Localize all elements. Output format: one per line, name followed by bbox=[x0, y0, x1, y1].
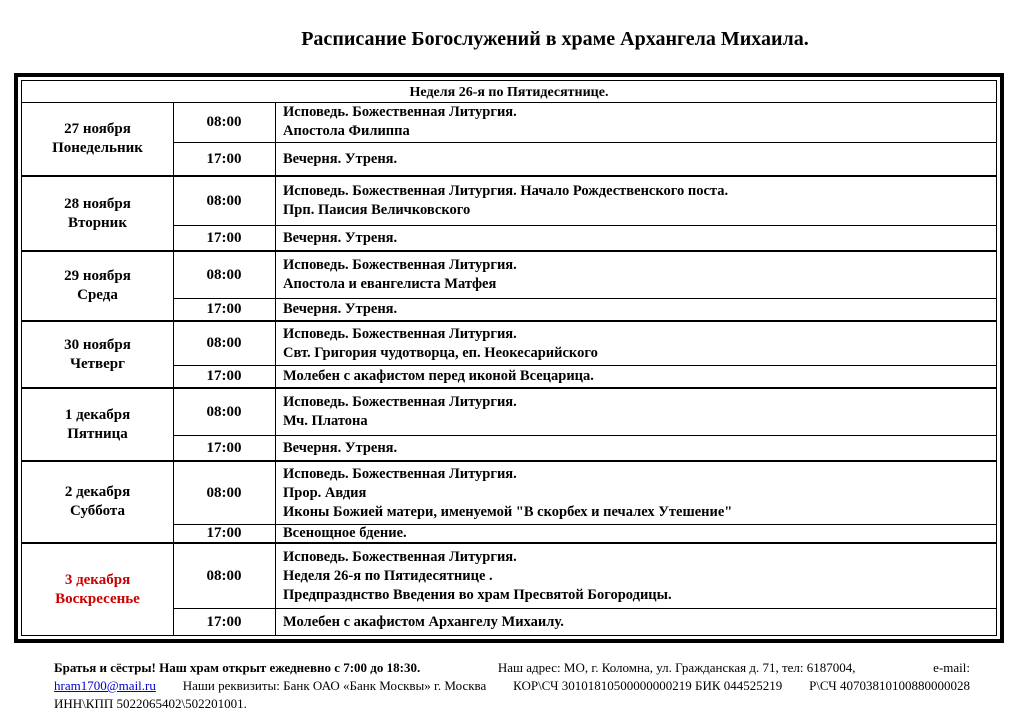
service-line: Апостола и евангелиста Матфея bbox=[283, 276, 497, 292]
service-slot bbox=[173, 177, 996, 225]
day-date: 3 декабря bbox=[64, 572, 131, 588]
service-description bbox=[283, 366, 992, 387]
schedule-table-inner bbox=[21, 80, 997, 636]
service-description bbox=[283, 544, 992, 608]
day-row bbox=[22, 102, 996, 175]
day-weekday: Суббота bbox=[70, 503, 125, 519]
email-label: e-mail: bbox=[933, 660, 970, 675]
service-description bbox=[283, 143, 992, 175]
service-time: 17:00 bbox=[173, 226, 276, 250]
address-text: Наш адрес: МО, г. Коломна, ул. Гражданская д. 71, тел: 6187004, bbox=[497, 660, 856, 675]
day-date: 27 ноября bbox=[64, 120, 131, 137]
day-row bbox=[22, 250, 996, 320]
service-slot bbox=[173, 225, 996, 250]
service-time: 08:00 bbox=[173, 252, 276, 298]
day-weekday: Понедельник bbox=[52, 139, 143, 156]
footer-line-2 bbox=[54, 677, 970, 695]
day-row bbox=[22, 460, 996, 542]
service-line: Исповедь. Божественная Литургия. bbox=[283, 325, 517, 342]
service-line: Предпразднство Введения во храм Пресвятой Богородицы. bbox=[283, 586, 672, 603]
kor-text: КОР\СЧ 30101810500000000219 БИК 044525219 bbox=[513, 678, 783, 693]
day-date: 30 ноября bbox=[64, 336, 131, 353]
day-date: 1 декабря bbox=[64, 406, 131, 423]
service-time: 17:00 bbox=[173, 436, 276, 460]
day-date: 29 ноября bbox=[64, 268, 131, 284]
service-slot bbox=[173, 298, 996, 320]
day-label bbox=[22, 322, 174, 387]
service-description bbox=[283, 252, 992, 298]
service-slot bbox=[173, 389, 996, 435]
service-slot bbox=[173, 102, 996, 142]
service-description bbox=[283, 389, 992, 435]
service-slot bbox=[173, 365, 996, 387]
day-weekday: Четверг bbox=[70, 355, 125, 372]
service-description bbox=[283, 609, 992, 636]
service-line: Исповедь. Божественная Литургия. Начало Рождественского поста. bbox=[283, 183, 729, 199]
service-time: 08:00 bbox=[173, 544, 276, 608]
rs-text: Р\СЧ 40703810100880000028 bbox=[809, 678, 970, 693]
service-slot bbox=[173, 435, 996, 460]
service-line: Неделя 26-я по Пятидесятнице . bbox=[283, 567, 493, 584]
day-weekday: Среда bbox=[77, 287, 118, 303]
requisites-text: Наши реквизиты: Банк ОАО «Банк Москвы» г. Москва bbox=[182, 678, 487, 693]
day-label bbox=[22, 177, 174, 250]
service-line: Молебен с акафистом перед иконой Всецарица. bbox=[283, 368, 594, 384]
service-slot bbox=[173, 524, 996, 542]
service-description bbox=[283, 226, 992, 250]
day-row bbox=[22, 542, 996, 636]
service-line: Вечерня. Утреня. bbox=[283, 150, 398, 167]
service-description bbox=[283, 299, 992, 320]
service-slot bbox=[173, 142, 996, 175]
day-row bbox=[22, 320, 996, 387]
service-line: Свт. Григория чудотворца, еп. Неокесарийского bbox=[283, 344, 598, 361]
service-time: 17:00 bbox=[173, 609, 276, 636]
footer bbox=[54, 659, 970, 713]
day-weekday: Пятница bbox=[67, 425, 128, 442]
footer-line-1 bbox=[54, 659, 970, 677]
day-weekday: Воскресенье bbox=[55, 591, 140, 607]
service-line: Исповедь. Божественная Литургия. bbox=[283, 104, 517, 120]
service-line: Мч. Платона bbox=[283, 413, 368, 429]
service-time: 08:00 bbox=[173, 322, 276, 365]
service-line: Молебен с акафистом Архангелу Михаилу. bbox=[283, 614, 564, 630]
footer-line-3 bbox=[54, 695, 970, 713]
service-slot bbox=[173, 322, 996, 365]
service-description bbox=[283, 102, 992, 142]
service-line: Иконы Божией матери, именуемой "В скорбех и печалех Утешение" bbox=[283, 503, 733, 520]
service-time: 08:00 bbox=[173, 462, 276, 524]
week-heading: Неделя 26-я по Пятидесятнице. bbox=[22, 81, 996, 103]
service-line: Прп. Паисия Величковского bbox=[283, 202, 471, 218]
service-slot bbox=[173, 608, 996, 636]
service-time: 17:00 bbox=[173, 143, 276, 175]
service-description bbox=[283, 436, 992, 460]
service-time: 08:00 bbox=[173, 389, 276, 435]
service-time: 17:00 bbox=[173, 366, 276, 387]
page-title: Расписание Богослужений в храме Архангела Михаила. bbox=[301, 28, 809, 50]
greeting-text: Братья и сёстры! Наш храм открыт ежедневно с 7:00 до 18:30. bbox=[54, 660, 421, 675]
inn-text: ИНН\КПП 5022065402\502201001. bbox=[54, 696, 247, 711]
service-line: Вечерня. Утреня. bbox=[283, 229, 398, 246]
email-link[interactable]: hram1700@mail.ru bbox=[54, 678, 156, 693]
service-line: Прор. Авдия bbox=[283, 484, 367, 501]
service-line: Вечерня. Утреня. bbox=[283, 301, 398, 317]
service-slot bbox=[173, 544, 996, 608]
day-label bbox=[22, 252, 174, 320]
day-weekday: Вторник bbox=[68, 214, 127, 231]
service-line: Исповедь. Божественная Литургия. bbox=[283, 394, 517, 410]
schedule-table bbox=[14, 73, 1004, 643]
service-slot bbox=[173, 252, 996, 298]
day-label bbox=[22, 389, 174, 460]
service-time: 17:00 bbox=[173, 525, 276, 542]
service-description bbox=[283, 525, 992, 542]
service-line: Апостола Филиппа bbox=[283, 123, 410, 139]
service-time: 08:00 bbox=[173, 102, 276, 142]
day-row bbox=[22, 175, 996, 250]
service-line: Исповедь. Божественная Литургия. bbox=[283, 548, 517, 565]
day-date: 2 декабря bbox=[64, 484, 131, 500]
day-label bbox=[22, 462, 174, 542]
service-slot bbox=[173, 462, 996, 524]
day-label bbox=[22, 544, 174, 636]
service-line: Вечерня. Утреня. bbox=[283, 439, 398, 456]
service-description bbox=[283, 177, 992, 225]
service-time: 17:00 bbox=[173, 299, 276, 320]
service-description bbox=[283, 462, 992, 524]
service-time: 08:00 bbox=[173, 177, 276, 225]
day-row bbox=[22, 387, 996, 460]
service-description bbox=[283, 322, 992, 365]
day-label bbox=[22, 102, 174, 175]
service-line: Всенощное бдение. bbox=[283, 525, 407, 541]
service-line: Исповедь. Божественная Литургия. bbox=[283, 465, 517, 482]
day-date: 28 ноября bbox=[64, 195, 131, 212]
service-line: Исповедь. Божественная Литургия. bbox=[283, 257, 517, 273]
